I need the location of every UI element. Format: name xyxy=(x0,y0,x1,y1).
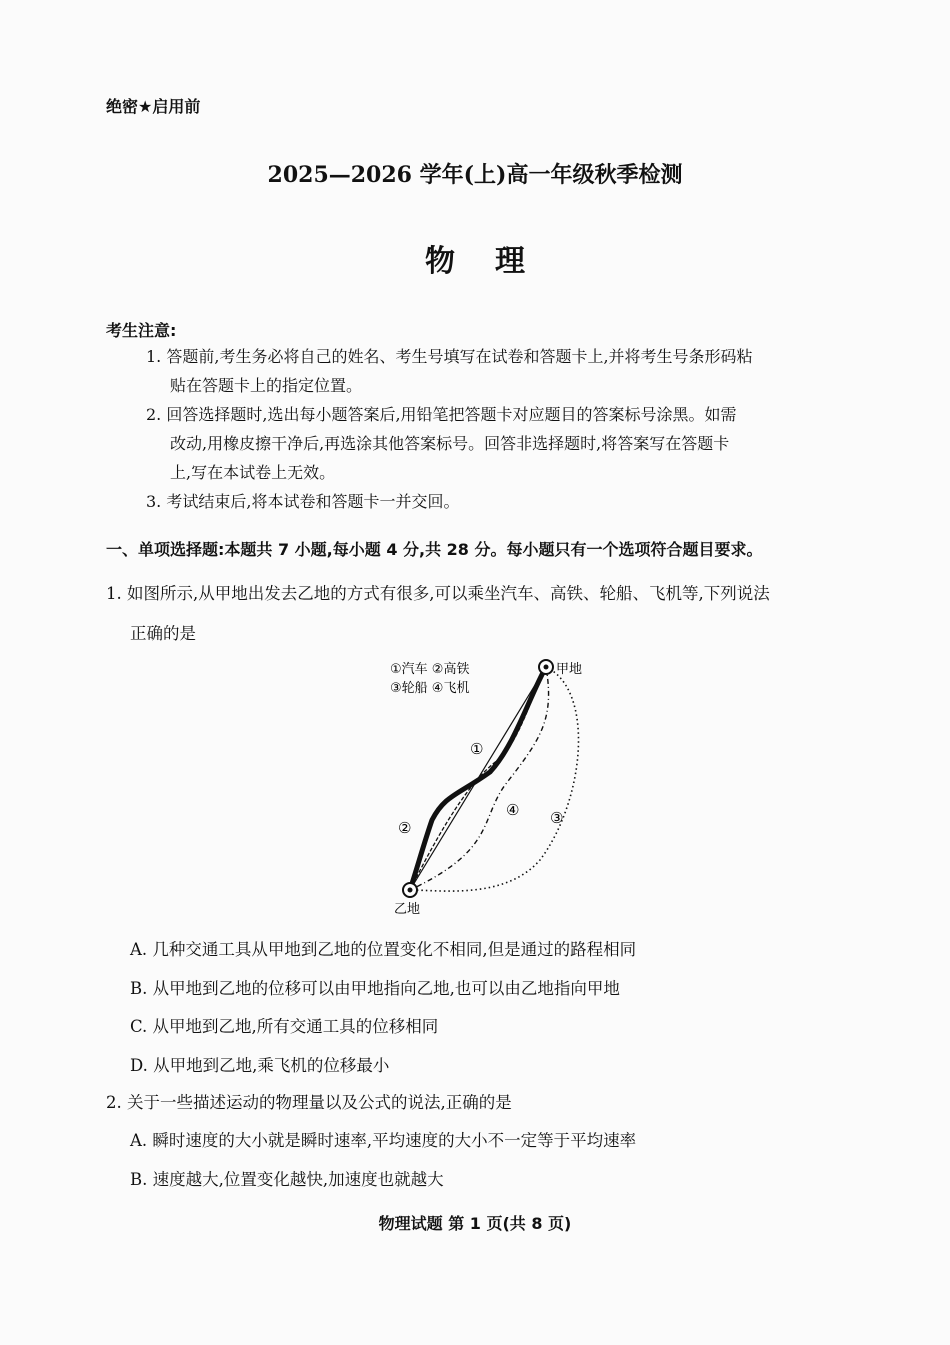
end-label: 乙地 xyxy=(394,902,421,917)
notice-item: 改动,用橡皮擦干净后,再选涂其他答案标号。回答非选择题时,将答案写在答题卡 xyxy=(170,434,730,453)
notice-item: 1. 答题前,考生务必将自己的姓名、考生号填写在试卷和答题卡上,并将考生号条形码粘 xyxy=(146,347,753,366)
notice-item: 3. 考试结束后,将本试卷和答题卡一并交回。 xyxy=(146,492,460,511)
exam-title: 2025—2026 学年(上)高一年级秋季检测 xyxy=(267,162,683,188)
page-footer: 物理试题 第 1 页(共 8 页) xyxy=(378,1214,572,1233)
notice-item: 上,写在本试卷上无效。 xyxy=(170,463,336,482)
route-figure xyxy=(380,650,620,920)
confidential-mark: 绝密★启用前 xyxy=(106,97,201,116)
route-label-2: ② xyxy=(398,819,412,837)
route-ship xyxy=(410,667,579,891)
question-1-stem-cont: 正确的是 xyxy=(130,624,196,643)
route-label-3: ③ xyxy=(550,809,564,827)
notice-item: 2. 回答选择题时,选出每小题答案后,用铅笔把答题卡对应题目的答案标号涂黑。如需 xyxy=(146,405,737,424)
q1-option-b: B. 从甲地到乙地的位移可以由甲地指向乙地,也可以由乙地指向甲地 xyxy=(130,979,620,998)
question-1-stem: 1. 如图所示,从甲地出发去乙地的方式有很多,可以乘坐汽车、高铁、轮船、飞机等,下列说法 xyxy=(106,584,770,603)
q2-option-b: B. 速度越大,位置变化越快,加速度也就越大 xyxy=(130,1170,444,1189)
displacement-line xyxy=(410,667,546,890)
route-label-4: ④ xyxy=(506,801,520,819)
q2-option-a: A. 瞬时速度的大小就是瞬时速率,平均速度的大小不一定等于平均速率 xyxy=(130,1131,637,1150)
q1-option-d: D. 从甲地到乙地,乘飞机的位移最小 xyxy=(130,1056,390,1075)
q1-option-a: A. 几种交通工具从甲地到乙地的位置变化不相同,但是通过的路程相同 xyxy=(130,940,637,959)
question-2-stem: 2. 关于一些描述运动的物理量以及公式的说法,正确的是 xyxy=(106,1093,512,1112)
route-label-1: ① xyxy=(470,740,484,758)
section-title: 一、单项选择题:本题共 7 小题,每小题 4 分,共 28 分。每小题只有一个选项符合题目要求。 xyxy=(106,540,763,559)
subject-title: 物理 xyxy=(425,244,565,279)
notice-item: 贴在答题卡上的指定位置。 xyxy=(170,376,363,395)
legend-line-1: ①汽车 ②高铁 xyxy=(390,662,470,677)
legend-line-2: ③轮船 ④飞机 xyxy=(390,681,470,696)
notice-heading: 考生注意: xyxy=(106,321,177,340)
start-label: 甲地 xyxy=(556,662,583,677)
q1-option-c: C. 从甲地到乙地,所有交通工具的位移相同 xyxy=(130,1017,439,1036)
